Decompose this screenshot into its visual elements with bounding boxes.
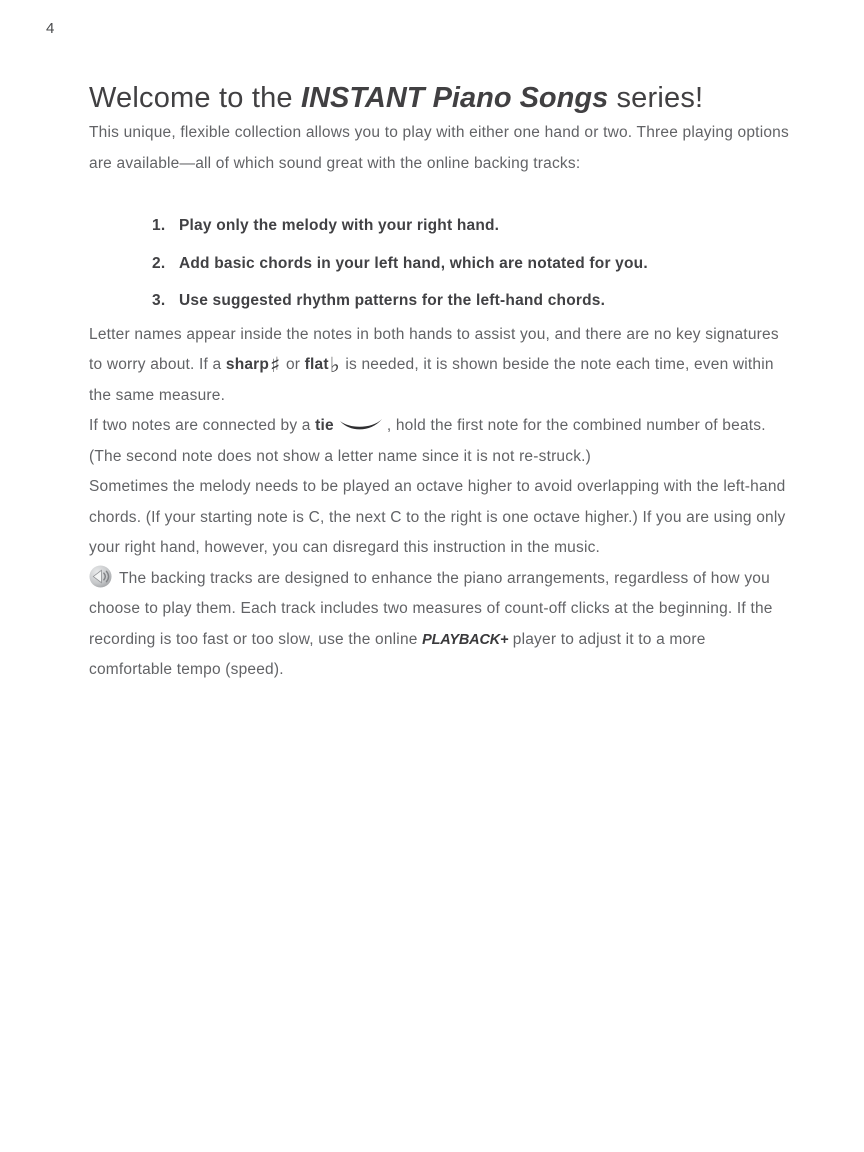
tie-text-before: If two notes are connected by a bbox=[89, 417, 316, 434]
accidentals-paragraph bbox=[89, 320, 791, 412]
list-item bbox=[152, 282, 791, 320]
tie-text-after: , hold the first note for the combined number of beats. (The second note does not show a letter name since it is not re-struck.) bbox=[89, 417, 766, 465]
playback-plus-logo: PLAYBACK+ bbox=[422, 631, 509, 648]
page-number: 4 bbox=[46, 20, 55, 37]
list-item-text: Add basic chords in your left hand, which are notated for you. bbox=[179, 254, 648, 272]
tie-icon bbox=[338, 418, 384, 433]
series-brand-name: INSTANT Piano Songs bbox=[301, 82, 609, 114]
list-item-number: 2. bbox=[152, 254, 166, 272]
intro-paragraph: This unique, flexible collection allows you to play with either one hand or two. Three playing options are available—all of which sound great with the online backing tracks: bbox=[89, 124, 789, 172]
playing-options-list bbox=[89, 207, 791, 320]
list-item bbox=[152, 207, 791, 245]
accidentals-text-before: Letter names appear inside the notes in both hands to assist you, and there are no key signatures to worry about. If a bbox=[89, 325, 779, 373]
flat-icon: ♭ bbox=[329, 353, 340, 377]
tie-label: tie bbox=[315, 417, 334, 434]
accidentals-text-after: is needed, it is shown beside the note each time, even within the same measure. bbox=[89, 356, 774, 404]
backing-tracks-paragraph bbox=[89, 564, 791, 686]
page-title bbox=[89, 78, 791, 118]
title-suffix: series! bbox=[608, 82, 704, 114]
sharp-icon: ♯ bbox=[270, 353, 281, 377]
list-item-number: 3. bbox=[152, 292, 166, 309]
octave-paragraph: Sometimes the melody needs to be played an octave higher to avoid overlapping with the left-hand chords. (If your starting note is C, the next C to the right is one octave higher.) If you are using only your right hand, however, you can disregard this instruction in the music. bbox=[89, 478, 786, 556]
speaker-icon bbox=[89, 565, 112, 588]
accidentals-text-between: or bbox=[281, 356, 305, 373]
backing-text-after: player to adjust it to a more comfortable tempo (speed). bbox=[89, 630, 706, 678]
list-item-text: Play only the melody with your right hand. bbox=[179, 217, 500, 234]
backing-text-before: The backing tracks are designed to enhance the piano arrangements, regardless of how you choose to play them. Each track includes two measures of count-off clicks at the beginning. If the recording is too fast or too slow, use the online bbox=[89, 569, 773, 648]
list-item bbox=[152, 245, 791, 283]
flat-label: flat bbox=[304, 356, 329, 373]
list-item-text: Use suggested rhythm patterns for the left-hand chords. bbox=[179, 292, 606, 309]
list-item-number: 1. bbox=[152, 217, 166, 234]
tie-paragraph bbox=[89, 411, 791, 472]
sharp-label: sharp bbox=[225, 356, 270, 373]
title-prefix: Welcome to the bbox=[89, 82, 302, 114]
page-content bbox=[0, 78, 791, 686]
